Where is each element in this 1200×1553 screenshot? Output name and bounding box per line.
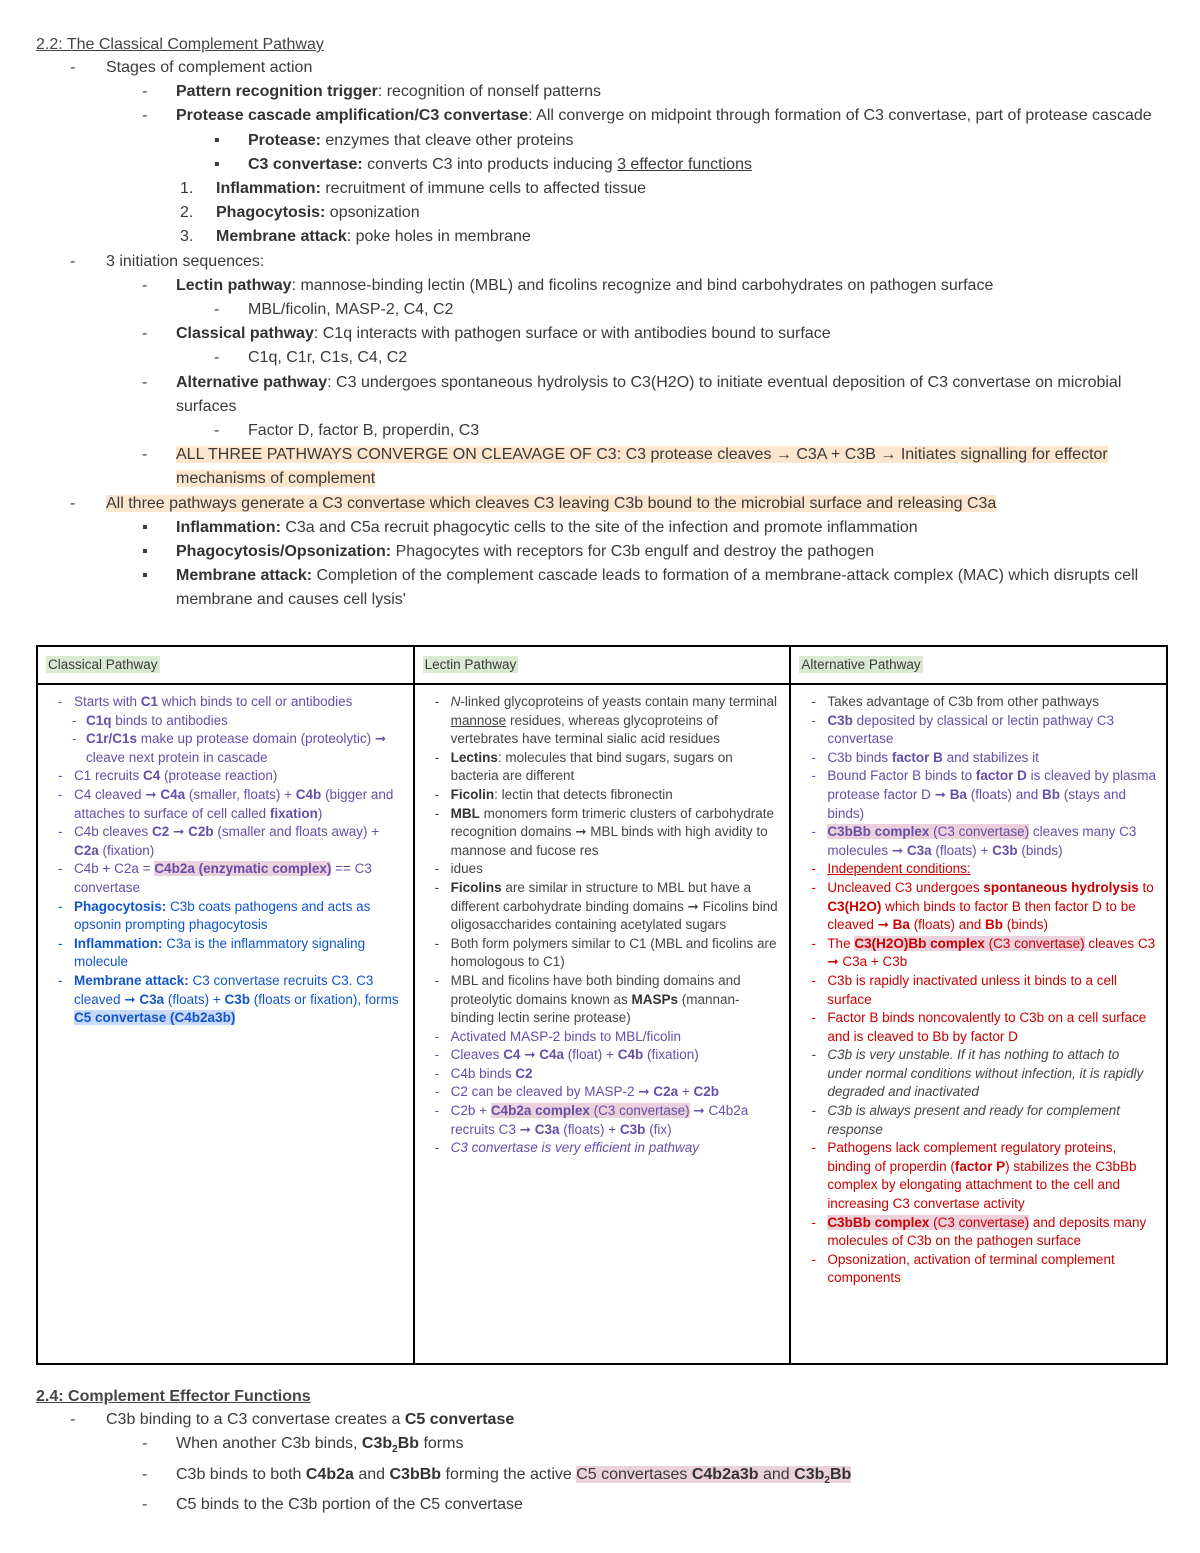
list-item: - Pattern recognition trigger: recognition of nonself patterns xyxy=(142,83,602,101)
outline xyxy=(36,1408,1168,1517)
list-item: - 3 initiation sequences: xyxy=(70,252,265,270)
classical-cell: - Starts with C1 which binds to cell or antibodies - C1q binds to antibodies - C1r/C1s make up protease domain (proteolytic) ➞ cleave next protein in cascade - C1 recruits C4 (protease reaction) - C4 cleaved ➞ C4a (smaller, floats) + C4b (bigger and attaches to surface of cell called fixation) - C4b cleaves C2 ➞ C2b (smaller and floats away) + C2a (fixation) - C4b + C2a = C4b2a (enzymatic complex) == C3 convertase - Phagocytosis: C3b coats pathogens and acts as opsonin prompting phagocytosis - Inflammation: C3a is the inflammatory signaling molecule - Membrane attack: C3 convertase recruits C3. C3 cleaved ➞ C3a (floats) + C3b (floats or fixation), forms C5 convertase (C4b2a3b) xyxy=(37,684,414,1364)
list-item: ▪ Protease: enzymes that cleave other proteins xyxy=(214,131,574,149)
list-item: - C1q, C1r, C1s, C4, C2 xyxy=(214,349,408,367)
section-2-2 xyxy=(36,34,1168,613)
list-item: - C3b binds to both C4b2a and C3bBb forming the active C5 convertases C4b2a3b and $C3b_2Bb$ xyxy=(142,1465,852,1486)
list-item: ▪ C3 convertase: converts C3 into products inducing 3 effector functions xyxy=(214,155,752,173)
outline xyxy=(36,56,1168,613)
col-header-alternative: Alternative Pathway xyxy=(790,646,1167,684)
list-item: - All three pathways generate a C3 convertase which cleaves C3 leaving C3b bound to the microbial surface and releasing C3a xyxy=(70,494,997,512)
lectin-cell: - N-linked glycoproteins of yeasts contain many terminal mannose residues, whereas glycoproteins of vertebrates have terminal sialic acid residues - Lectins: molecules that bind sugars, sugars on bacteria are different - Ficolin: lectin that detects fibronectin - MBL monomers form trimeric clusters of carbohydrate recognition domains ➞ MBL binds with high avidity to mannose and fucose res - idues - Ficolins are similar in structure to MBL but have a different carbohydrate binding domains ➞ Ficolins bind oligosaccharides containing acetylated sugars - Both form polymers similar to C1 (MBL and ficolins are homologous to C1) - MBL and ficolins have both binding domains and proteolytic domains known as MASPs (mannan-binding lectin serine protease) - Activated MASP-2 binds to MBL/ficolin - Cleaves C4 ➞ C4a (float) + C4b (fixation) - C4b binds C2 - C2 can be cleaved by MASP-2 ➞ C2a + C2b - C2b + C4b2a complex (C3 convertase) ➞ C4b2a recruits C3 ➞ C3a (floats) + C3b (fix) - C3 convertase is very efficient in pathway xyxy=(414,684,791,1364)
list-item: - Lectin pathway: mannose-binding lectin (MBL) and ficolins recognize and bind carbohydrates on pathogen surface xyxy=(142,276,994,294)
pathway-table xyxy=(36,645,1168,1365)
list-item: - Factor D, factor B, properdin, C3 xyxy=(214,422,480,440)
list-item: - ALL THREE PATHWAYS CONVERGE ON CLEAVAGE OF C3: C3 protease cleaves → C3A + C3B → Initiates signalling for effector mechanisms of complement xyxy=(142,446,1108,488)
list-item: 2. Phagocytosis: opsonization xyxy=(180,204,420,222)
list-item: - C3b binding to a C3 convertase creates a C5 convertase xyxy=(70,1411,515,1428)
list-item: 3. Membrane attack: poke holes in membrane xyxy=(180,228,531,246)
list-item: 1. Inflammation: recruitment of immune cells to affected tissue xyxy=(180,180,647,198)
list-item: ▪ Membrane attack: Completion of the complement cascade leads to formation of a membrane-attack complex (MAC) which disrupts cell membrane and causes cell lysis' xyxy=(142,567,1139,609)
col-header-lectin: Lectin Pathway xyxy=(414,646,791,684)
list-item: - Classical pathway: C1q interacts with pathogen surface or with antibodies bound to surface xyxy=(142,325,831,343)
list-item: - Stages of complement action xyxy=(70,59,313,76)
table-row xyxy=(37,684,1167,1364)
col-header-classical: Classical Pathway xyxy=(37,646,414,684)
list-item: - Alternative pathway: C3 undergoes spontaneous hydrolysis to C3(H2O) to initiate eventual deposition of C3 convertase on microbial surfaces xyxy=(142,373,1122,415)
list-item: - C5 binds to the C3b portion of the C5 convertase xyxy=(142,1495,523,1513)
section-2-4 xyxy=(36,1386,1168,1517)
section-title: 2.2: The Classical Complement Pathway xyxy=(36,36,324,53)
table-header-row xyxy=(37,646,1167,684)
alternative-cell: - Takes advantage of C3b from other pathways - C3b deposited by classical or lectin pathway C3 convertase - C3b binds factor B and stabilizes it - Bound Factor B binds to factor D is cleaved by plasma protease factor D ➞ Ba (floats) and Bb (stays and binds) - C3bBb complex (C3 convertase) cleaves many C3 molecules ➞ C3a (floats) + C3b (binds) - Independent conditions: - Uncleaved C3 undergoes spontaneous hydrolysis to C3(H2O) which binds to factor B then factor D to be cleaved ➞ Ba (floats) and Bb (binds) - The C3(H2O)Bb complex (C3 convertase) cleaves C3 ➞ C3a + C3b - C3b is rapidly inactivated unless it binds to a cell surface - Factor B binds noncovalently to C3b on a cell surface and is cleaved to Bb by factor D - C3b is very unstable. If it has nothing to attach to under normal conditions without infection, it is rapidly degraded and inactivated - C3b is always present and ready for complement response - Pathogens lack complement regulatory proteins, binding of properdin (factor P) stabilizes the C3bBb complex by elongating attachment to the cell and increasing C3 convertase activity - C3bBb complex (C3 convertase) and deposits many molecules of C3b on the pathogen surface - Opsonization, activation of terminal complement components xyxy=(790,684,1167,1364)
list-item: ▪ Phagocytosis/Opsonization: Phagocytes with receptors for C3b engulf and destroy the pathogen xyxy=(142,543,875,561)
list-item: - Protease cascade amplification/C3 convertase: All converge on midpoint through formation of C3 convertase, part of protease cascade xyxy=(142,107,1152,125)
list-item: - When another C3b binds, $C3b_2Bb$ forms xyxy=(142,1435,464,1456)
list-item: - MBL/ficolin, MASP-2, C4, C2 xyxy=(214,301,454,319)
list-item: ▪ Inflammation: C3a and C5a recruit phagocytic cells to the site of the infection and promote inflammation xyxy=(142,518,918,536)
section-title: 2.4: Complement Effector Functions xyxy=(36,1388,311,1405)
